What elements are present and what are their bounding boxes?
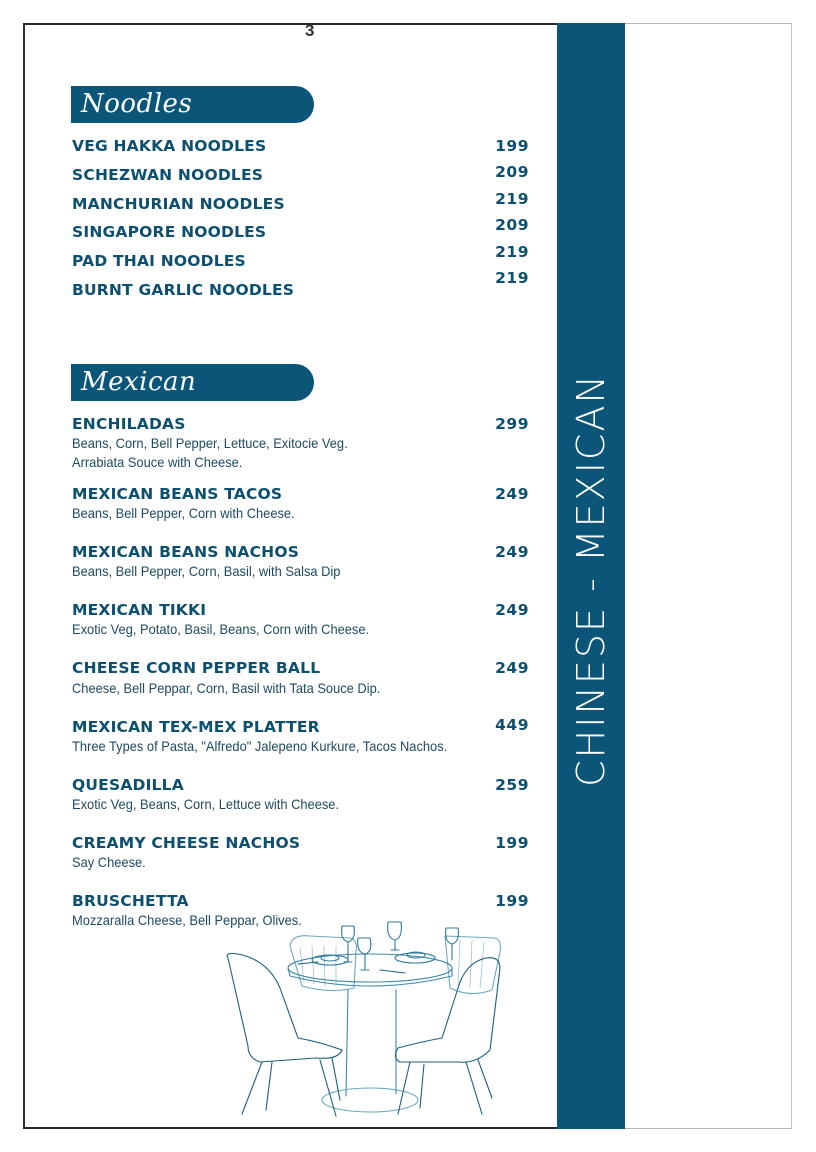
menu-item-price: 199 [495, 834, 529, 852]
menu-item-name: VEG HAKKA NOODLES [72, 137, 267, 155]
section-header-noodles: Noodles [71, 86, 314, 123]
menu-item-name: CHEESE CORN PEPPER BALL [72, 659, 321, 677]
menu-item-name: SCHEZWAN NOODLES [72, 166, 264, 184]
menu-item-description: Arrabiata Souce with Cheese. [72, 454, 243, 470]
menu-item-price: 449 [495, 716, 529, 734]
menu-item-description: Beans, Bell Pepper, Corn, Basil, with Salsa Dip [72, 563, 341, 579]
menu-item-name: PAD THAI NOODLES [72, 252, 246, 270]
menu-item-description: Exotic Veg, Beans, Corn, Lettuce with Cheese. [72, 796, 340, 812]
menu-item-name: MEXICAN TIKKI [72, 601, 207, 619]
menu-item-price: 249 [495, 543, 529, 561]
menu-item-price: 199 [495, 892, 529, 910]
menu-item-description: Say Cheese. [72, 854, 146, 870]
menu-item-name: MEXICAN BEANS NACHOS [72, 543, 300, 561]
menu-item-price: 209 [495, 216, 529, 234]
menu-item-name: ENCHILADAS [72, 415, 186, 433]
menu-item-price: 209 [495, 163, 529, 181]
menu-item-price: 219 [495, 243, 529, 261]
menu-item-description: Mozzaralla Cheese, Bell Peppar, Olives. [72, 912, 302, 928]
page-number: 3 [305, 21, 315, 40]
menu-item-name: BURNT GARLIC NOODLES [72, 281, 295, 299]
side-category-label: CHINESE - MEXICAN [569, 373, 613, 787]
menu-item-description: Beans, Bell Pepper, Corn with Cheese. [72, 505, 295, 521]
menu-item-name: BRUSCHETTA [72, 892, 189, 910]
menu-item-description: Exotic Veg, Potato, Basil, Beans, Corn with Cheese. [72, 621, 370, 637]
dining-table-illustration-icon [220, 918, 510, 1118]
menu-item-name: MEXICAN TEX-MEX PLATTER [72, 718, 320, 736]
menu-item-price: 219 [495, 269, 529, 287]
menu-item-description: Three Types of Pasta, "Alfredo" Jalepeno Kurkure, Tacos Nachos. [72, 738, 448, 754]
right-blank-panel [625, 23, 792, 1129]
menu-item-description: Beans, Corn, Bell Pepper, Lettuce, Exitocie Veg. [72, 435, 348, 451]
menu-item-price: 249 [495, 659, 529, 677]
menu-item-price: 299 [495, 415, 529, 433]
menu-item-name: QUESADILLA [72, 776, 184, 794]
menu-item-name: CREAMY CHEESE NACHOS [72, 834, 301, 852]
menu-item-price: 219 [495, 190, 529, 208]
menu-item-name: MANCHURIAN NOODLES [72, 195, 285, 213]
menu-item-price: 249 [495, 601, 529, 619]
menu-item-name: SINGAPORE NOODLES [72, 223, 267, 241]
section-header-mexican: Mexican [71, 364, 314, 401]
menu-item-price: 199 [495, 137, 529, 155]
menu-item-price: 259 [495, 776, 529, 794]
menu-item-price: 249 [495, 485, 529, 503]
menu-item-description: Cheese, Bell Peppar, Corn, Basil with Tata Souce Dip. [72, 680, 381, 696]
menu-item-name: MEXICAN BEANS TACOS [72, 485, 283, 503]
